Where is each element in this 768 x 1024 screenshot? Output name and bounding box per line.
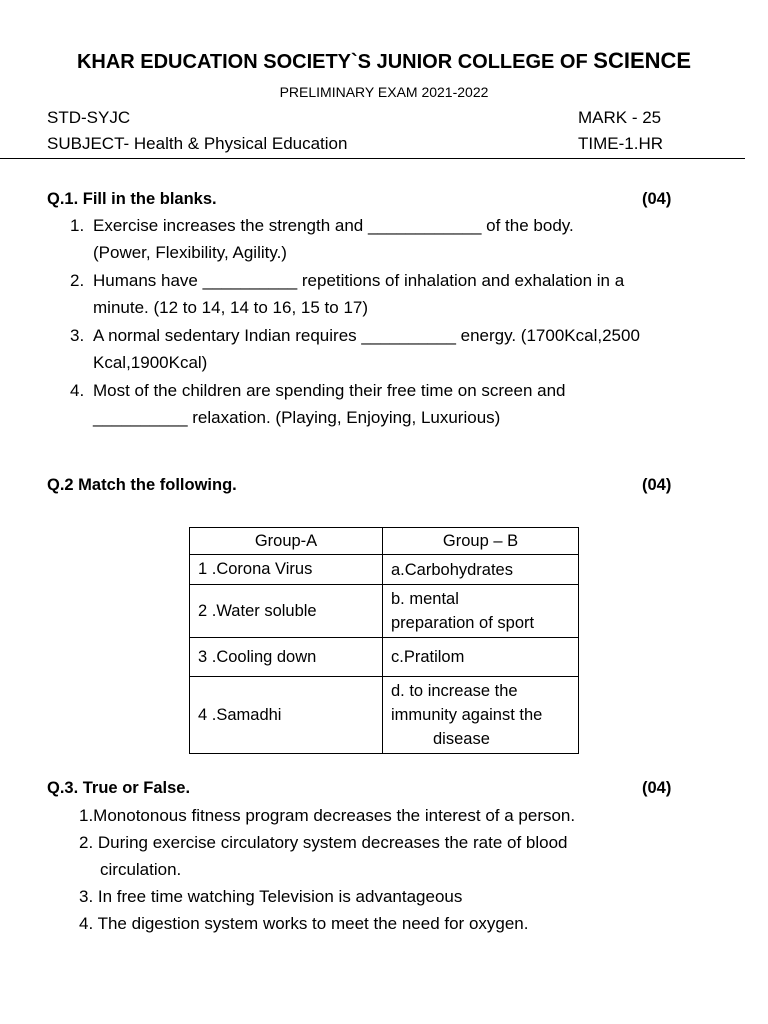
mark-label: MARK - 25 — [578, 108, 662, 127]
q2-title: Q.2 Match the following. — [47, 476, 237, 494]
q2-marks: (04) — [642, 476, 672, 494]
q3-statement-4: 4. The digestion system works to meet the need for oxygen. — [79, 914, 529, 933]
group-b-line: disease — [433, 730, 490, 748]
group-b-cell — [383, 638, 579, 677]
table-row — [190, 555, 579, 585]
table-row — [190, 585, 579, 638]
std-label: STD-SYJC — [47, 108, 131, 127]
table-row — [190, 677, 579, 754]
group-a-header: Group-A — [190, 528, 383, 555]
q3-statement-3: 3. In free time watching Television is advantageous — [79, 887, 463, 906]
q1-item-number: 1. — [70, 216, 85, 235]
group-a-cell: 3 .Cooling down — [190, 638, 383, 677]
q1-marks: (04) — [642, 190, 672, 208]
q1-title: Q.1. Fill in the blanks. — [47, 190, 217, 208]
group-b-line: d. to increase the — [391, 682, 518, 700]
q1-item-options: minute. (12 to 14, 14 to 16, 15 to 17) — [93, 298, 369, 317]
table-row — [190, 638, 579, 677]
match-table-header — [190, 528, 579, 555]
q1-item-options: Kcal,1900Kcal) — [93, 353, 208, 372]
header-divider — [0, 158, 745, 159]
college-title — [0, 48, 768, 74]
group-b-header: Group – B — [383, 528, 579, 555]
group-b-line: a.Carbohydrates — [391, 560, 513, 579]
q3-title: Q.3. True or False. — [47, 779, 191, 797]
q3-statement-1: 1.Monotonous fitness program decreases the interest of a person. — [79, 806, 576, 825]
q1-item-options: __________ relaxation. (Playing, Enjoying, Luxurious) — [93, 408, 501, 427]
q3-statement-2-cont: circulation. — [100, 860, 182, 879]
college-title-last: SCIENCE — [593, 48, 692, 73]
subject-label: SUBJECT- Health & Physical Education — [47, 134, 348, 153]
q1-item-number: 4. — [70, 381, 85, 400]
college-title-main: KHAR EDUCATION SOCIETY`S JUNIOR COLLEGE OF — [76, 51, 588, 73]
q1-item-line: Exercise increases the strength and ____________ of the body. — [93, 216, 574, 235]
q1-item-number: 2. — [70, 271, 85, 290]
q1-item-number: 3. — [70, 326, 85, 345]
group-a-cell: 2 .Water soluble — [190, 585, 383, 638]
q1-item-line: Humans have __________ repetitions of inhalation and exhalation in a — [93, 271, 625, 290]
exam-title: PRELIMINARY EXAM 2021-2022 — [279, 84, 489, 100]
group-b-line: b. mental — [391, 590, 459, 608]
group-b-line: preparation of sport — [391, 614, 535, 632]
time-label: TIME-1.HR — [578, 134, 663, 153]
group-b-cell — [383, 585, 579, 638]
q1-item-options: (Power, Flexibility, Agility.) — [93, 243, 287, 262]
group-b-cell — [383, 677, 579, 754]
q1-item-line: Most of the children are spending their free time on screen and — [93, 381, 566, 400]
match-table — [189, 527, 579, 754]
group-a-cell: 4 .Samadhi — [190, 677, 383, 754]
group-b-line: c.Pratilom — [391, 648, 465, 666]
q1-item-line: A normal sedentary Indian requires __________ energy. (1700Kcal,2500 — [93, 326, 640, 345]
group-b-line: immunity against the — [391, 706, 543, 724]
group-a-cell: 1 .Corona Virus — [190, 555, 383, 585]
q3-marks: (04) — [642, 779, 672, 797]
group-b-cell — [383, 555, 579, 585]
q3-statement-2: 2. During exercise circulatory system decreases the rate of blood — [79, 833, 568, 852]
